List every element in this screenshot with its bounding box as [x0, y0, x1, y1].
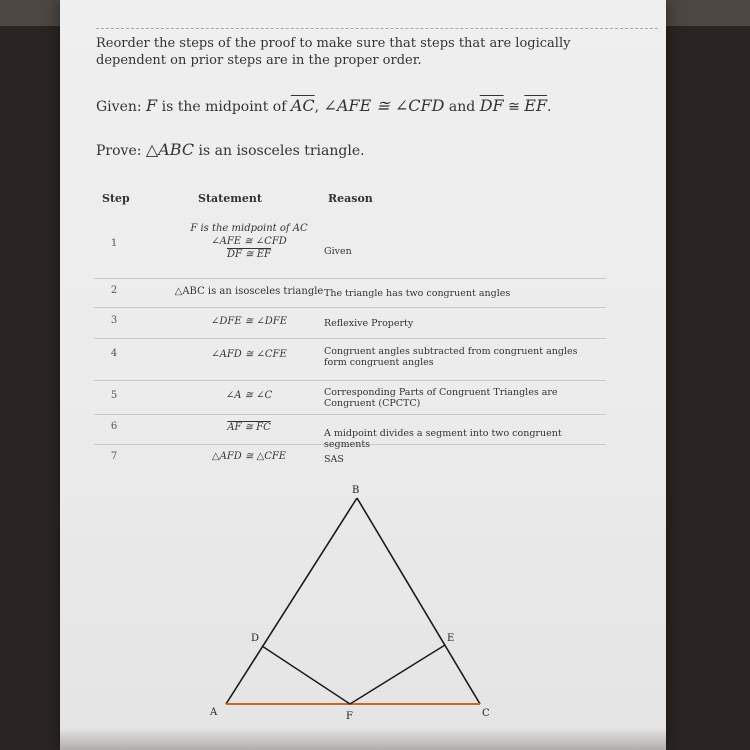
- step-statement: △ABC is an isosceles triangle: [174, 286, 324, 297]
- step-statement: ∠A ≅ ∠C: [225, 390, 273, 401]
- segment-ef: [350, 645, 445, 704]
- side-ab: [226, 498, 357, 704]
- statement-line-midpoint: F is the midpoint of AC: [190, 223, 308, 234]
- header-reason: Reason: [328, 192, 373, 205]
- prove-triangle: △ABC: [145, 140, 195, 159]
- given-period: .: [547, 99, 552, 115]
- vertex-label-b: B: [352, 485, 360, 496]
- step-reason: SAS: [324, 454, 344, 465]
- given-segment-df: $\overline{DF}$: [479, 96, 504, 115]
- triangle-diagram: [60, 0, 666, 750]
- given-segment-ac: $\overline{AC}$: [290, 96, 315, 115]
- step-number: 6: [110, 421, 118, 432]
- vertex-label-a: A: [210, 707, 218, 718]
- step-number: 2: [110, 285, 118, 296]
- step-number: 4: [110, 348, 118, 359]
- vertex-label-e: E: [447, 633, 455, 644]
- step-statement: AF ≅ FC: [227, 422, 271, 433]
- step-reason: The triangle has two congruent angles: [324, 288, 511, 299]
- given-and: and: [448, 99, 476, 115]
- vertex-label-c: C: [482, 708, 490, 719]
- given-segment-ef: $\overline{EF}$: [524, 96, 548, 115]
- given-angle-congruence: ∠AFE ≅ ∠CFD: [323, 96, 445, 115]
- prove-text: is an isosceles triangle.: [198, 143, 365, 159]
- statement-line-segments: DF ≅ EF: [227, 249, 271, 260]
- header-step: Step: [102, 192, 130, 205]
- statement-line-angles: ∠AFE ≅ ∠CFD: [211, 236, 287, 247]
- given-midpoint-text: is the midpoint of: [161, 99, 287, 115]
- step-reason: Given: [324, 246, 352, 257]
- step-number: 3: [110, 315, 118, 326]
- worksheet-page: [60, 0, 666, 750]
- vertex-label-f: F: [346, 711, 353, 722]
- given-point-f: F: [146, 96, 158, 115]
- step-reason: A midpoint divides a segment into two congruent segments: [324, 428, 562, 450]
- side-bc: [357, 498, 480, 704]
- step-reason: Corresponding Parts of Congruent Triangles are Congruent (CPCTC): [324, 387, 558, 409]
- step-statement: ∠DFE ≅ ∠DFE: [210, 316, 287, 327]
- given-label: Given:: [96, 99, 142, 115]
- prove-label: Prove:: [96, 143, 142, 159]
- bottom-shadow: [60, 728, 666, 750]
- step-statement: △AFD ≅ △CFE: [211, 451, 287, 462]
- given-comma: ,: [314, 99, 320, 115]
- step-reason: Reflexive Property: [324, 318, 414, 329]
- header-statement: Statement: [198, 192, 262, 205]
- step-number: 5: [110, 390, 118, 401]
- segment-df: [262, 646, 350, 704]
- step-number: 7: [110, 451, 118, 462]
- instructions-text: Reorder the steps of the proof to make sure that steps that are logically dependent on prior steps are in the proper order.: [96, 36, 571, 68]
- given-congruent-symbol: ≅: [508, 99, 520, 115]
- step-number: 1: [110, 238, 118, 249]
- step-reason: Congruent angles subtracted from congruent angles form congruent angles: [324, 346, 578, 368]
- step-statement: ∠AFD ≅ ∠CFE: [211, 349, 287, 360]
- vertex-label-d: D: [251, 633, 260, 644]
